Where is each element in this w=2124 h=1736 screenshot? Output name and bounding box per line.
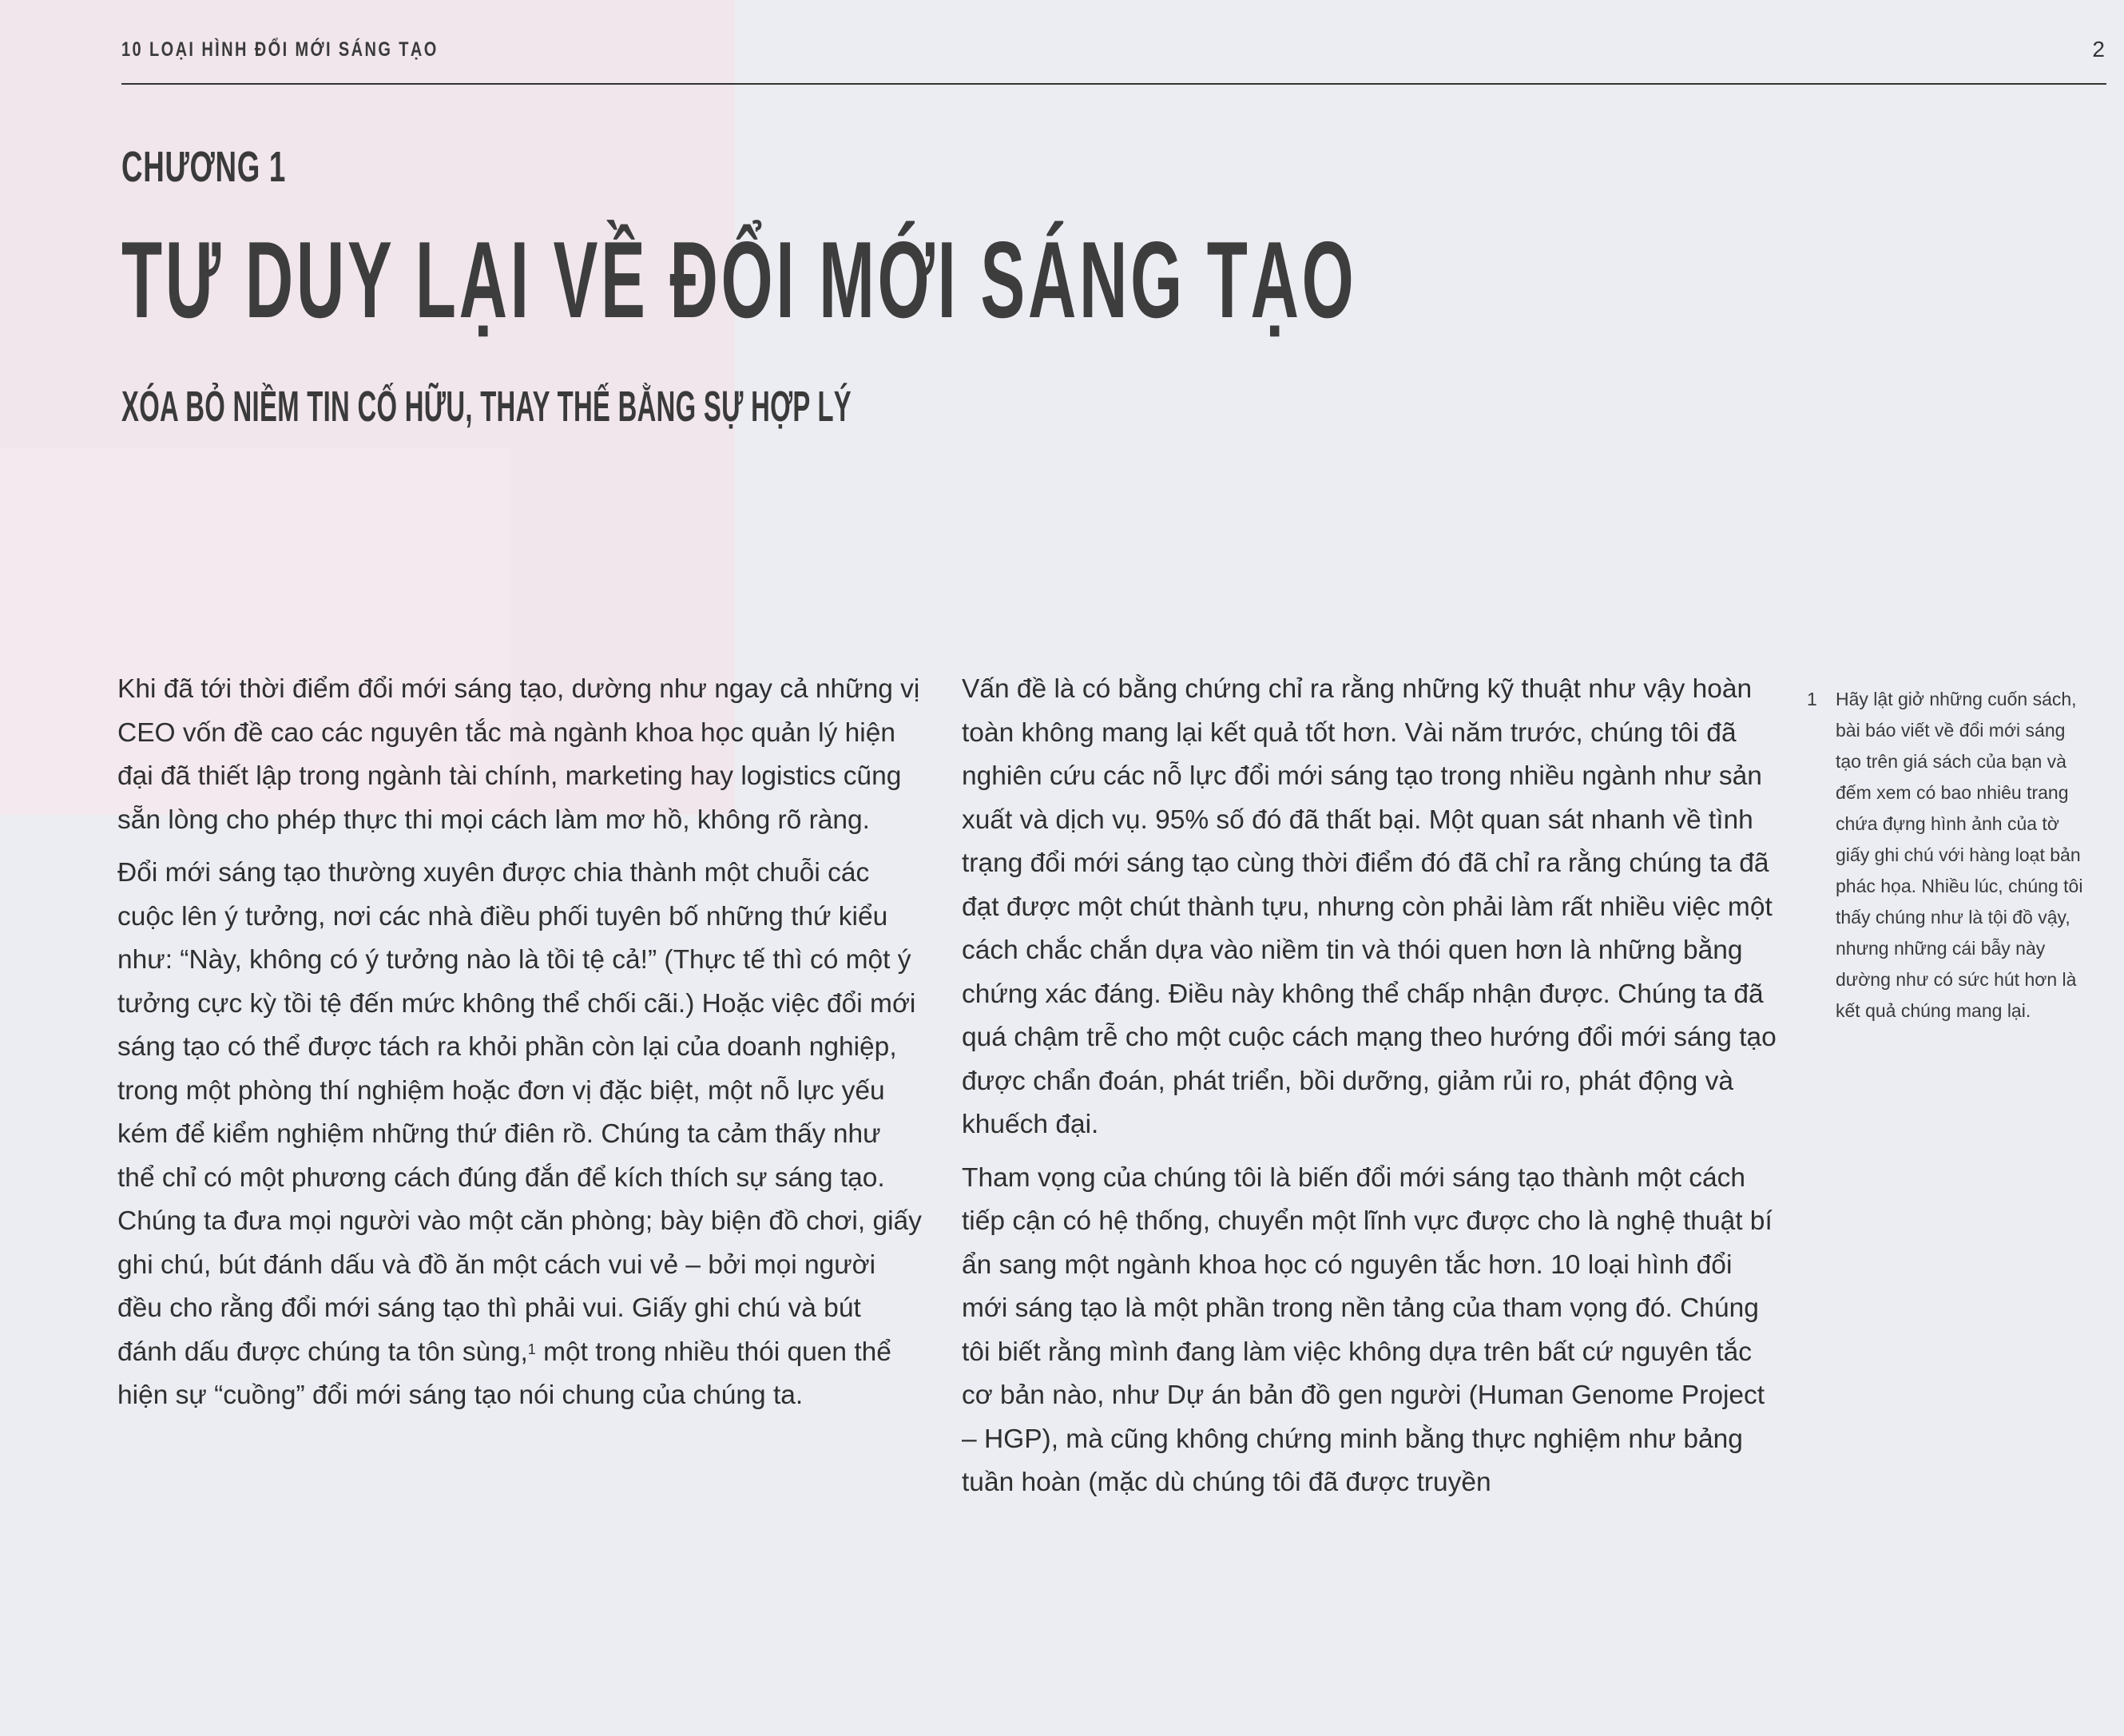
body-paragraph-text-continued: một trong nhiều thói quen thể hiện sự “cuồng” đổi mới sáng tạo nói chung của chúng ta. bbox=[117, 1337, 891, 1410]
footnote-marker: 1 bbox=[527, 1341, 536, 1357]
body-paragraph: Vấn đề là có bằng chứng chỉ ra rằng những kỹ thuật như vậy hoàn toàn không mang lại kết quả tốt hơn. Vài năm trước, chúng tôi đã nghiên cứu các nỗ lực đổi mới sáng tạo trong nhiều ngành như sản xuất và dịch vụ. 95% số đó đã thất bại. Một quan sát nhanh về tình trạng đổi mới sáng tạo cùng thời điểm đó đã chỉ ra rằng chúng ta đã đạt được một chút thành tựu, nhưng còn phải làm rất nhiều việc một cách chắc chắn dựa vào niềm tin và thói quen hơn là những bằng chứng xác đáng. Điều này không thể chấp nhận được. Chúng ta đã quá chậm trễ cho một cuộc cách mạng theo hướng đổi mới sáng tạo được chẩn đoán, phát triển, bồi dưỡng, giảm rủi ro, phát động và khuếch đại. bbox=[962, 674, 1777, 1139]
running-title: 10 LOẠI HÌNH ĐỔI MỚI SÁNG TẠO bbox=[121, 38, 439, 61]
chapter-title: TƯ DUY LẠI VỀ ĐỔI MỚI SÁNG TẠO bbox=[121, 219, 1357, 340]
body-paragraph-text: Đổi mới sáng tạo thường xuyên được chia thành một chuỗi các cuộc lên ý tưởng, nơi các nhà điều phối tuyên bố những thứ kiểu như: “Này, không có ý tưởng nào là tồi tệ cả!” (Thực tế thì có một ý tưởng cực kỳ tồi tệ đến mức không thể chối cãi.) Hoặc việc đổi mới sáng tạo có thể được tách ra khỏi phần còn lại của doanh nghiệp, trong một phòng thí nghiệm hoặc đơn vị đặc biệt, một nỗ lực yếu kém để kiểm nghiệm những thứ điên rồ. Chúng ta cảm thấy như thể chỉ có một phương cách đúng đắn để kích thích sự sáng tạo. Chúng ta đưa mọi người vào một căn phòng; bày biện đồ chơi, giấy ghi chú, bút đánh dấu và đồ ăn một cách vui vẻ – bởi mọi người đều cho rằng đổi mới sáng tạo thì phải vui. Giấy ghi chú và bút đánh dấu được chúng ta tôn sùng, bbox=[117, 858, 922, 1367]
chapter-label: CHƯƠNG 1 bbox=[121, 143, 286, 191]
header-rule bbox=[121, 83, 2106, 85]
body-paragraph bbox=[117, 852, 924, 1418]
body-paragraph: Tham vọng của chúng tôi là biến đổi mới sáng tạo thành một cách tiếp cận có hệ thống, chuyển một lĩnh vực được cho là nghệ thuật bí ẩn sang một ngành khoa học có nguyên tắc hơn. 10 loại hình đổi mới sáng tạo là một phần trong nền tảng của tham vọng đó. Chúng tôi biết rằng mình đang làm việc không dựa trên bất cứ nguyên tắc cơ bản nào, như Dự án bản đồ gen người (Human Genome Project – HGP), mà cũng không chứng minh bằng thực nghiệm như bảng tuần hoàn (mặc dù chúng tôi đã được truyền bbox=[962, 1162, 1773, 1497]
body-column-left bbox=[117, 668, 924, 1428]
sidenote-number: 1 bbox=[1807, 689, 1817, 709]
chapter-subtitle: XÓA BỎ NIỀM TIN CỐ HỮU, THAY THẾ BẰNG SỰ HỢP LÝ bbox=[121, 383, 852, 431]
body-paragraph: Khi đã tới thời điểm đổi mới sáng tạo, dường như ngay cả những vị CEO vốn đề cao các nguyên tắc mà ngành khoa học quản lý hiện đại đã thiết lập trong ngành tài chính, marketing hay logistics cũng sẵn lòng cho phép thực thi mọi cách làm mơ hồ, không rõ ràng. bbox=[117, 674, 920, 835]
page-number: 2 bbox=[2092, 37, 2105, 62]
body-column-right bbox=[962, 668, 1785, 1515]
sidenote-text: Hãy lật giở những cuốn sách, bài báo viết về đổi mới sáng tạo trên giá sách của bạn và đếm xem có bao nhiêu trang chứa đựng hình ảnh của tờ giấy ghi chú với hàng loạt bản phác họa. Nhiều lúc, chúng tôi thấy chúng như là tội đồ vậy, nhưng những cái bẫy này dường như có sức hút hơn là kết quả chúng mang lại. bbox=[1836, 689, 2083, 1021]
